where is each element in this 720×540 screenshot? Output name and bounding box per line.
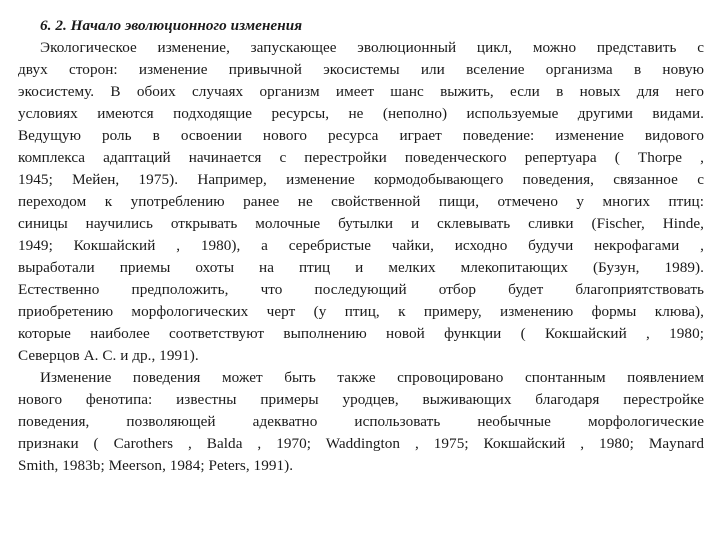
paragraph-line: Smith, 1983b; Meerson, 1984; Peters, 1991).: [18, 457, 294, 474]
paragraph-line: приобретению морфологических черт (у птиц, к примеру, изменению формы клюва),: [18, 303, 704, 320]
paragraph-line: синицы научились открывать молочные бутылки и склевывать сливки (Fischer, Hinde,: [18, 215, 704, 232]
paragraph-line: Северцов А. С. и др., 1991).: [18, 347, 199, 364]
paragraph-line: выработали приемы охоты на птиц и мелких млекопитающих (Бузун, 1989).: [18, 259, 704, 276]
paragraph-line: поведения, позволяющей адекватно использовать необычные морфологические: [18, 413, 704, 430]
paragraph-line: Экологическое изменение, запускающее эволюционный цикл, можно представить с: [40, 39, 704, 56]
paragraph-line: 1945; Мейен, 1975). Например, изменение кормодобывающего поведения, связанное с: [18, 171, 704, 188]
paragraph-line: Изменение поведения может быть также спровоцировано спонтанным появлением: [40, 369, 704, 386]
paragraph-line: экосистему. В обоих случаях организм имеет шанс выжить, если в новых для него: [18, 83, 704, 100]
paragraph-line: Естественно предположить, что последующий отбор будет благоприятствовать: [18, 281, 704, 298]
paragraph-line: которые наиболее соответствуют выполнению новой функции ( Кокшайский , 1980;: [18, 325, 704, 342]
paragraph-line: двух сторон: изменение привычной экосистемы или вселение организма в новую: [18, 61, 704, 78]
paragraph-line: Ведущую роль в освоении нового ресурса играет поведение: изменение видового: [18, 127, 704, 144]
paragraph-line: 1949; Кокшайский , 1980), а серебристые чайки, исходно будучи некрофагами ,: [18, 237, 704, 254]
paragraph-line: признаки ( Carothers , Balda , 1970; Waddington , 1975; Кокшайский , 1980; Maynard: [18, 435, 704, 452]
paragraph-line: условиях имеются подходящие ресурсы, не (неполно) используемые другими видами.: [18, 105, 704, 122]
paragraph-line: комплекса адаптаций начинается с перестройки поведенческого репертуара ( Thorpe ,: [18, 149, 704, 166]
paragraph-line: нового фенотипа: известны примеры уродцев, выживающих благодаря перестройке: [18, 391, 704, 408]
section-heading: 6. 2. Начало эволюционного изменения: [40, 17, 303, 34]
paragraph-line: переходом к употреблению ранее не свойственной пищи, отмечено у многих птиц:: [18, 193, 704, 210]
